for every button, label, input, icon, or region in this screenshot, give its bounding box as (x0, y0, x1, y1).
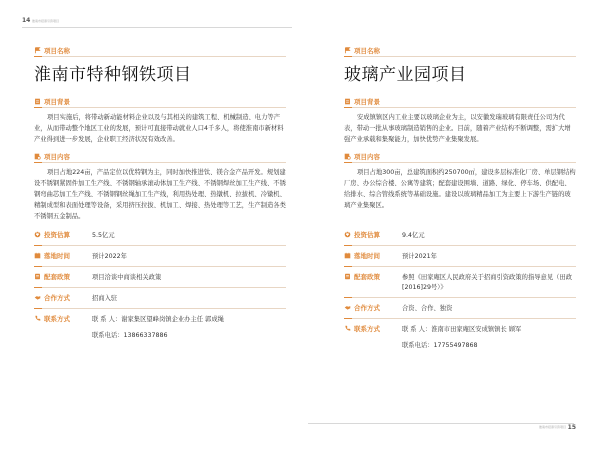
flag-icon (34, 47, 41, 54)
section-divider (344, 162, 576, 163)
section-divider (344, 56, 576, 57)
project-content-text: 项目占地300亩，总建筑面积约250700㎡，建设多层标准化厂房、单层钢结构厂房、办公综合楼、公寓等建筑；配套建设围墙、道路、绿化、停车场、供配电、给排水、综合管线系统等基础设施。建设以玻璃精品加工为主要上下游生产链的玻璃产业集聚区。 (344, 169, 576, 209)
row-divider (34, 245, 286, 246)
background-section-label: 项目背景 (34, 97, 286, 106)
svg-text:¥: ¥ (346, 232, 349, 238)
info-value: 9.4亿元 (402, 232, 425, 239)
document-icon (344, 98, 351, 105)
row-divider (344, 266, 576, 267)
info-row-policy: 配套政策 参照《田家庵区人民政府关于招商引资政策的指导意见（田政[2016]29号）》 (344, 272, 576, 293)
background-section-label: 项目背景 (344, 97, 576, 106)
info-value: 联 系 人：谢家集区望峰岗镇企业办主任 郭成绳 (92, 316, 224, 323)
row-divider (344, 245, 576, 246)
project-content (34, 46, 286, 339)
row-divider (34, 266, 286, 267)
info-value: 合资、合作、独资 (402, 305, 453, 312)
content-section-label: 项目内容 (344, 152, 576, 161)
info-row-contact: 联系方式 联 系 人：谢家集区望峰岗镇企业办主任 郭成绳 (34, 314, 286, 325)
info-value: 参照《田家庵区人民政府关于招商引资政策的指导意见（田政[2016]29号）》 (402, 274, 573, 291)
project-title: 淮南市特种钢铁项目 (34, 65, 192, 85)
info-value: 招商入驻 (92, 295, 118, 302)
calendar-icon (34, 252, 41, 259)
project-content (344, 46, 576, 349)
footer-text: 淮南市招商引资项目 (538, 425, 566, 429)
contact-phone: 联系电话：17755497868 (402, 342, 478, 349)
project-title: 玻璃产业园项目 (344, 65, 467, 85)
right-page (300, 0, 600, 454)
row-divider (344, 297, 576, 298)
row-divider (34, 308, 286, 309)
section-divider (34, 56, 286, 57)
info-row-investment: ¥ 投资估算 5.5亿元 (34, 230, 286, 241)
coin-icon (344, 231, 351, 238)
name-section-label: 项目名称 (344, 46, 576, 55)
info-row-investment: ¥ 投资估算 9.4亿元 (344, 230, 576, 241)
info-row-policy: 配套政策 项目洽谈中商谈相关政策 (34, 272, 286, 283)
row-divider (34, 287, 286, 288)
row-divider (344, 318, 576, 319)
search-doc-icon (34, 153, 41, 160)
search-doc-icon (344, 153, 351, 160)
info-row-cooperation: 合作方式 合资、合作、独资 (344, 303, 576, 314)
info-row-contact: 联系方式 联 系 人：淮南市田家庵区安成镇镇长 顾军 (344, 324, 576, 335)
info-value: 预计2022年 (92, 253, 127, 260)
info-value: 预计2021年 (402, 253, 437, 260)
info-value: 5.5亿元 (92, 232, 115, 239)
info-row-cooperation: 合作方式 招商入驻 (34, 293, 286, 304)
project-content-text: 项目占地224亩，产品定位以优特钢为主，同时加快推进钛、镁合金产品开发。规划建设不锈钢紧固件加工生产线、不锈钢轴承滚动体加工生产线、不锈钢焊丝加工生产线、不锈钢弯曲芯加工生产线、不锈钢钢丝绳加工生产线，利用热处理、热镦机、拉拔机、冷镦机、精制成型和表面处理等设备，采用挤压拉拔、机加工、焊接、热处理等工艺，生产制造各类不锈钢五金制品。 (34, 169, 286, 220)
contact-phone: 联系电话：13866337886 (92, 332, 168, 339)
info-row-landing-time: 落地时间 预计2021年 (344, 251, 576, 262)
flag-icon (344, 47, 351, 54)
project-background-text: 安成镇镇区内工业主要以玻璃企业为主，以安徽发瑞玻璃有限责任公司为代表，带动一批从事玻璃制造销售的企业。目前，随着产业结构不断调整，需扩大增强产业承载和集聚能力，加快优势产业集聚发展。 (344, 114, 571, 143)
phone-icon (344, 325, 351, 332)
document-icon (34, 98, 41, 105)
info-row-landing-time: 落地时间 预计2022年 (34, 251, 286, 262)
page-number: 15 (567, 424, 576, 431)
section-divider (344, 107, 576, 108)
phone-icon (34, 315, 41, 322)
header-text: 淮南市招商引资项目 (32, 19, 60, 23)
name-section-label: 项目名称 (34, 46, 286, 55)
section-divider (34, 107, 286, 108)
info-value: 项目洽谈中商谈相关政策 (92, 274, 162, 281)
header-divider (22, 27, 292, 28)
policy-icon (34, 273, 41, 280)
content-section-label: 项目内容 (34, 152, 286, 161)
calendar-icon (344, 252, 351, 259)
project-background-text: 项目实施后，将带动新动能材料企业以及与其相关的建筑工程、机械制造、电力等产业，从而带动整个地区工业的发展，预计可直接带动就业人口4千多人，将使淮南市新材料产业得到进一步发展，企业职工经济状况有效改善。 (34, 114, 284, 143)
coin-icon (34, 231, 41, 238)
page-number: 14 (22, 17, 31, 24)
handshake-icon (34, 294, 41, 301)
footer-divider (308, 423, 574, 424)
policy-icon (344, 273, 351, 280)
svg-text:¥: ¥ (36, 232, 39, 238)
section-divider (34, 162, 286, 163)
info-value: 联 系 人：淮南市田家庵区安成镇镇长 顾军 (402, 326, 522, 333)
handshake-icon (344, 304, 351, 311)
